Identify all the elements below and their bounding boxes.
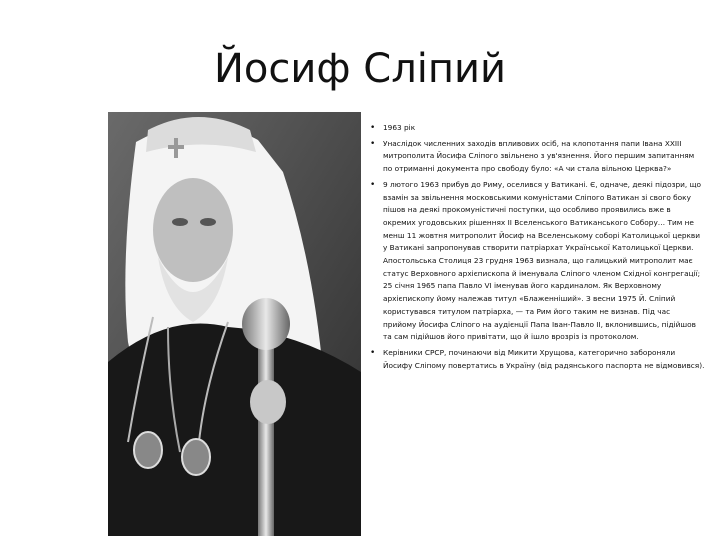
slide-title: Йосиф Сліпий (213, 46, 507, 92)
bullet-list (367, 122, 705, 372)
bullet-text (367, 122, 705, 375)
bullet-item: • Керівники СРСР, починаючи від Микити Хрущова, категорично забороняли Йосифу Сліпому повертатись в Україну (від радянського паспорта не відмовився). (383, 347, 705, 372)
bullet-item: • 1963 рік (383, 122, 705, 135)
bullet-item: • Унаслідок численних заходів впливових осіб, на клопотання папи Івана XXIII митрополита Йосифа Сліпого звільнено з ув'язнення. Його першим запитанням по отриманні документа про свободу було: «А чи стала вільною Церква?» (383, 138, 705, 176)
bullet-item: • 9 лютого 1963 прибув до Риму, оселився у Ватикані. Є, одначе, деякі підозри, що взамін за звільнення московськими комуністами Сліпого Ватикан зі свого боку пішов на деякі прокомуністичні поступки, що особливо проявились вже в окремих угодовських рішеннях II Вселенського Ватиканського Собору… Тим не менш 11 жовтня митрополит Йосиф на Вселенському соборі Католицької церкви у Ватикані запропонував створити патріархат Української Католицької Церкви. Апостольська Столиця 23 грудня 1963 визнала, що галицький митрополит має статус Верховного архієпископа й іменувала Сліпого членом Східної конгрегації; 25 січня 1965 папа Павло VI іменував його кардиналом. Як Верховному архієпископу йому належав титул «Блаженніший». З весни 1975 Й. Сліпий користувався титулом патріарха, — та Рим його таким не визнав. Під час прийому Йосифа Сліпого на аудієнції Папа Іван-Павло II, вклонившись, підійшов та сам підійшов його привітати, що й ішло врозріз із протоколом. (383, 179, 705, 344)
portrait-photo (108, 112, 361, 536)
portrait-illustration (108, 112, 361, 536)
